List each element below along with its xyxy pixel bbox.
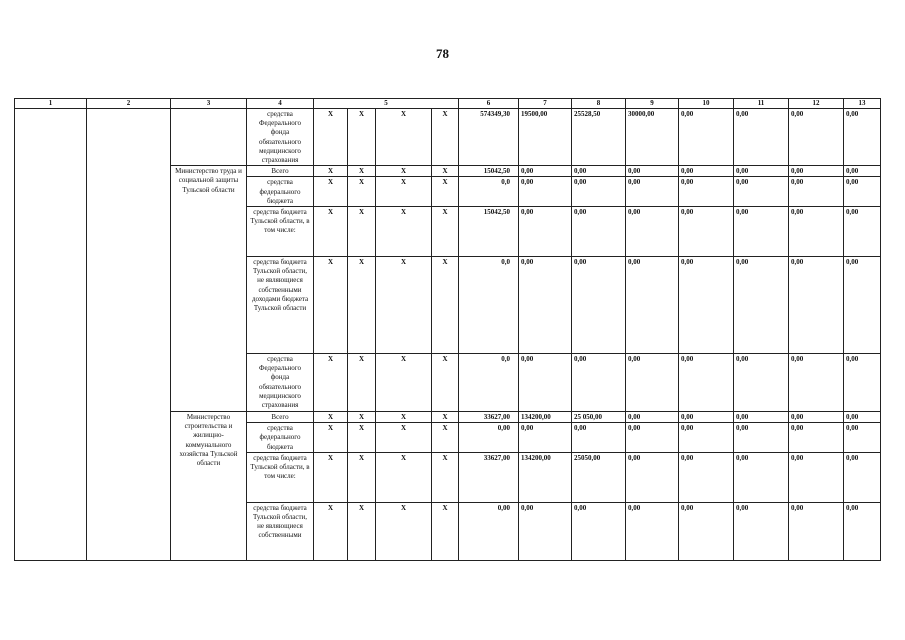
value-cell: 0,0 <box>459 354 519 412</box>
value-cell: 15042,50 <box>459 166 519 177</box>
value-cell: 0,00 <box>789 423 844 453</box>
header-cell: 12 <box>789 99 844 109</box>
value-cell: 0,00 <box>519 502 572 560</box>
row-label: средства бюджета Тульской области, не являющиеся собственными <box>247 502 314 560</box>
value-cell: 134200,00 <box>519 412 572 423</box>
x-mark: Х <box>376 257 432 354</box>
value-cell: 0,00 <box>844 109 881 166</box>
x-mark: Х <box>432 177 459 207</box>
value-cell: 0,00 <box>844 502 881 560</box>
value-cell: 0,00 <box>519 177 572 207</box>
value-cell: 0,00 <box>679 412 734 423</box>
x-mark: Х <box>376 354 432 412</box>
value-cell: 0,00 <box>789 452 844 502</box>
x-mark: Х <box>376 423 432 453</box>
row-label: средства бюджета Тульской области, в том числе: <box>247 207 314 257</box>
value-cell: 0,00 <box>679 502 734 560</box>
col2-cell <box>87 109 171 561</box>
x-mark: Х <box>432 207 459 257</box>
x-mark: Х <box>348 207 376 257</box>
value-cell: 0,00 <box>844 354 881 412</box>
ministry-name: Министерство труда и социальной защиты Тульской области <box>171 166 247 412</box>
value-cell: 33627,00 <box>459 452 519 502</box>
value-cell: 0,00 <box>789 207 844 257</box>
value-cell: 0,00 <box>679 109 734 166</box>
value-cell: 0,00 <box>844 412 881 423</box>
budget-table <box>14 98 881 561</box>
row-label: средства бюджета Тульской области, не являющиеся собственными доходами бюджета Тульской области <box>247 257 314 354</box>
value-cell: 0,00 <box>844 177 881 207</box>
value-cell: 0,00 <box>572 502 626 560</box>
value-cell: 0,00 <box>734 257 789 354</box>
value-cell: 0,00 <box>844 423 881 453</box>
header-row <box>15 99 881 109</box>
value-cell: 0,00 <box>789 257 844 354</box>
header-cell: 1 <box>15 99 87 109</box>
row-label: Всего <box>247 166 314 177</box>
header-cell: 11 <box>734 99 789 109</box>
x-mark: Х <box>348 423 376 453</box>
x-mark: Х <box>432 354 459 412</box>
value-cell: 0,00 <box>844 166 881 177</box>
value-cell: 0,00 <box>626 412 679 423</box>
x-mark: Х <box>376 452 432 502</box>
header-cell: 6 <box>459 99 519 109</box>
x-mark: Х <box>432 423 459 453</box>
x-mark: Х <box>314 109 348 166</box>
value-cell: 0,00 <box>626 423 679 453</box>
x-mark: Х <box>314 354 348 412</box>
row-label: средства Федерального фонда обязательного медицинского страхования <box>247 109 314 166</box>
value-cell: 25528,50 <box>572 109 626 166</box>
x-mark: Х <box>432 412 459 423</box>
header-cell: 9 <box>626 99 679 109</box>
row-label: средства федерального бюджета <box>247 423 314 453</box>
x-mark: Х <box>348 257 376 354</box>
value-cell: 25050,00 <box>572 452 626 502</box>
value-cell: 0,00 <box>844 452 881 502</box>
x-mark: Х <box>432 452 459 502</box>
table-row <box>15 109 881 166</box>
value-cell: 0,00 <box>679 177 734 207</box>
value-cell: 0,00 <box>572 423 626 453</box>
value-cell: 0,00 <box>679 354 734 412</box>
value-cell: 0,00 <box>679 207 734 257</box>
x-mark: Х <box>432 109 459 166</box>
x-mark: Х <box>376 166 432 177</box>
header-cell: 2 <box>87 99 171 109</box>
value-cell: 0,00 <box>789 109 844 166</box>
value-cell: 15042,50 <box>459 207 519 257</box>
value-cell: 0,00 <box>459 423 519 453</box>
value-cell: 0,00 <box>519 354 572 412</box>
value-cell: 0,00 <box>789 502 844 560</box>
value-cell: 0,00 <box>734 177 789 207</box>
value-cell: 33627,00 <box>459 412 519 423</box>
x-mark: Х <box>376 207 432 257</box>
x-mark: Х <box>314 502 348 560</box>
value-cell: 0,00 <box>626 257 679 354</box>
value-cell: 0,00 <box>572 354 626 412</box>
header-cell: 4 <box>247 99 314 109</box>
x-mark: Х <box>432 166 459 177</box>
header-cell: 13 <box>844 99 881 109</box>
value-cell: 25 050,00 <box>572 412 626 423</box>
x-mark: Х <box>432 502 459 560</box>
value-cell: 0,00 <box>519 423 572 453</box>
value-cell: 0,00 <box>679 166 734 177</box>
value-cell: 0,00 <box>572 257 626 354</box>
value-cell: 0,00 <box>626 207 679 257</box>
value-cell: 0,00 <box>734 412 789 423</box>
x-mark: Х <box>314 166 348 177</box>
x-mark: Х <box>348 109 376 166</box>
col3-cell <box>171 109 247 166</box>
row-label: Всего <box>247 412 314 423</box>
ministry-name: Министерство строительства и жилищно-коммунального хозяйства Тульской области <box>171 412 247 561</box>
x-mark: Х <box>314 412 348 423</box>
value-cell: 0,00 <box>844 257 881 354</box>
value-cell: 0,00 <box>734 423 789 453</box>
value-cell: 0,00 <box>789 166 844 177</box>
value-cell: 0,00 <box>519 257 572 354</box>
x-mark: Х <box>432 257 459 354</box>
x-mark: Х <box>348 354 376 412</box>
value-cell: 0,00 <box>734 166 789 177</box>
value-cell: 574349,30 <box>459 109 519 166</box>
row-label: средства федерального бюджета <box>247 177 314 207</box>
x-mark: Х <box>314 423 348 453</box>
x-mark: Х <box>314 207 348 257</box>
value-cell: 0,0 <box>459 177 519 207</box>
value-cell: 0,00 <box>679 257 734 354</box>
value-cell: 0,00 <box>626 177 679 207</box>
value-cell: 0,00 <box>572 177 626 207</box>
x-mark: Х <box>348 412 376 423</box>
page-number: 78 <box>436 46 449 61</box>
x-mark: Х <box>348 502 376 560</box>
value-cell: 0,00 <box>519 166 572 177</box>
value-cell: 0,00 <box>626 166 679 177</box>
x-mark: Х <box>376 502 432 560</box>
value-cell: 0,00 <box>626 502 679 560</box>
value-cell: 30000,00 <box>626 109 679 166</box>
value-cell: 0,00 <box>734 452 789 502</box>
value-cell: 0,00 <box>572 207 626 257</box>
col1-cell <box>15 109 87 561</box>
value-cell: 0,00 <box>844 207 881 257</box>
row-label: средства Федерального фонда обязательного медицинского страхования <box>247 354 314 412</box>
x-mark: Х <box>348 177 376 207</box>
header-cell: 3 <box>171 99 247 109</box>
value-cell: 0,00 <box>679 423 734 453</box>
x-mark: Х <box>348 452 376 502</box>
value-cell: 19500,00 <box>519 109 572 166</box>
x-mark: Х <box>314 257 348 354</box>
x-mark: Х <box>376 412 432 423</box>
header-cell: 8 <box>572 99 626 109</box>
value-cell: 0,00 <box>626 354 679 412</box>
value-cell: 0,00 <box>459 502 519 560</box>
value-cell: 0,00 <box>734 109 789 166</box>
x-mark: Х <box>376 109 432 166</box>
value-cell: 0,00 <box>734 502 789 560</box>
value-cell: 0,00 <box>572 166 626 177</box>
value-cell: 0,00 <box>789 354 844 412</box>
x-mark: Х <box>348 166 376 177</box>
value-cell: 0,00 <box>789 177 844 207</box>
value-cell: 134200,00 <box>519 452 572 502</box>
value-cell: 0,00 <box>626 452 679 502</box>
x-mark: Х <box>376 177 432 207</box>
header-cell: 5 <box>314 99 459 109</box>
header-cell: 7 <box>519 99 572 109</box>
x-mark: Х <box>314 177 348 207</box>
header-cell: 10 <box>679 99 734 109</box>
x-mark: Х <box>314 452 348 502</box>
value-cell: 0,00 <box>734 354 789 412</box>
value-cell: 0,00 <box>519 207 572 257</box>
value-cell: 0,0 <box>459 257 519 354</box>
value-cell: 0,00 <box>679 452 734 502</box>
row-label: средства бюджета Тульской области, в том числе: <box>247 452 314 502</box>
value-cell: 0,00 <box>734 207 789 257</box>
value-cell: 0,00 <box>789 412 844 423</box>
